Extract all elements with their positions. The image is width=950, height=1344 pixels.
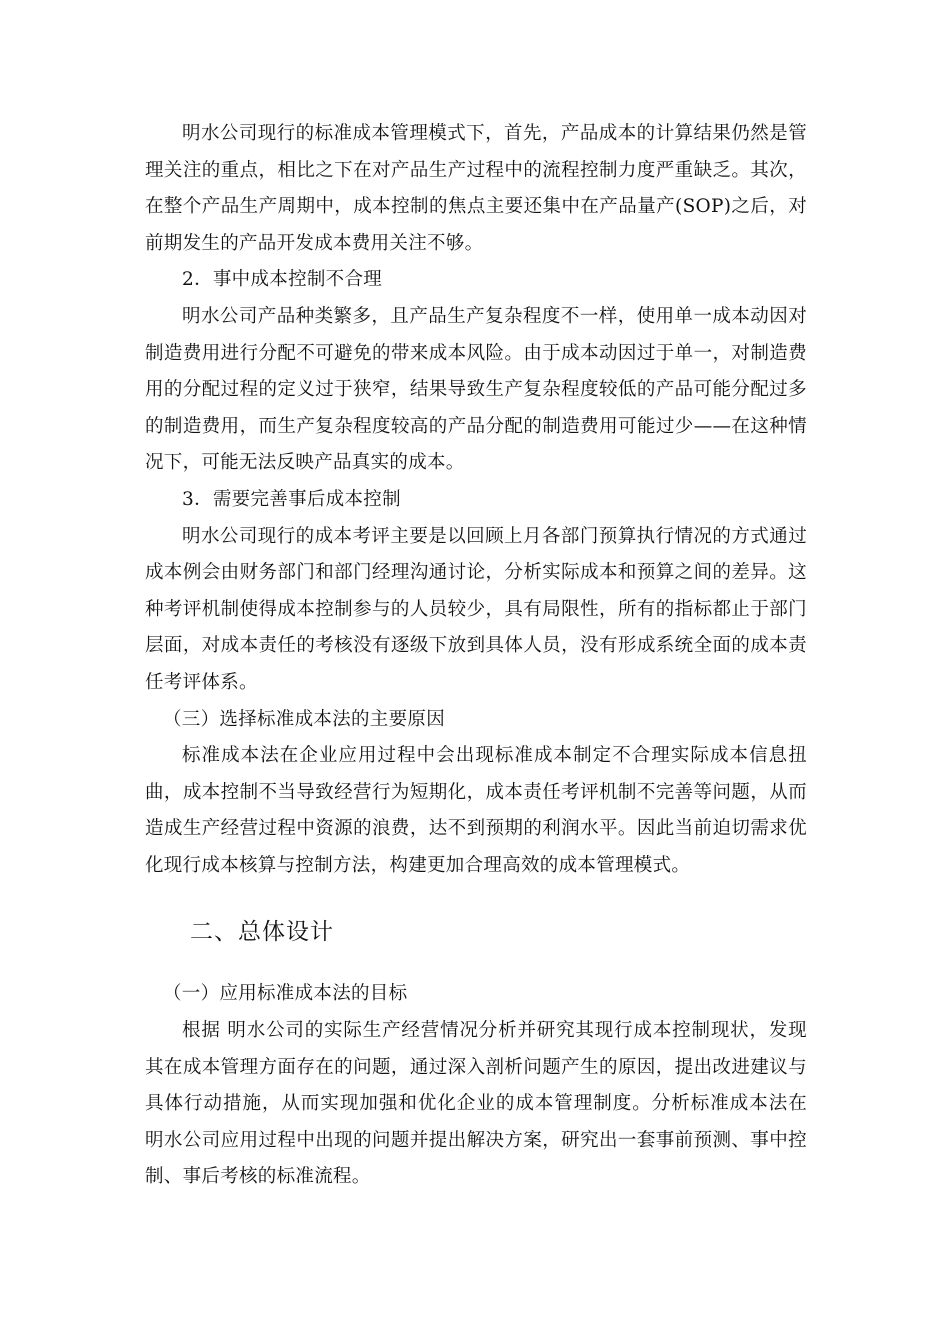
section-heading-goals: （一）应用标准成本法的目标: [163, 983, 408, 1005]
paragraph-standard-cost-mode: 明水公司现行的标准成本管理模式下，首先，产品成本的计算结果仍然是管理关注的重点，相比之下在对产品生产过程中的流程控制力度严重缺乏。其次，在整个产品生产周期中，成本控制的焦点主要还集中在产品量产(SOP)之后，对前期发生的产品开发成本费用关注不够。: [145, 123, 807, 254]
section-heading-reasons: （三）选择标准成本法的主要原因: [163, 708, 446, 730]
document-body: [145, 116, 807, 1196]
subheading-post-process-control: 3．需要完善事后成本控制: [182, 488, 401, 510]
paragraph-goals: 根据 明水公司的实际生产经营情况分析并研究其现行成本控制现状，发现其在成本管理方面存在的问题，通过深入剖析问题产生的原因，提出改进建议与具体行动措施，从而实现加强和优化企业的成本管理制度。分析标准成本法在 明水公司应用过程中出现的问题并提出解决方案，研究出一套事前预测、事中控制、事后考核的标准流程。: [145, 1020, 807, 1188]
paragraph-reasons: 标准成本法在企业应用过程中会出现标准成本制定不合理实际成本信息扭曲，成本控制不当导致经营行为短期化，成本责任考评机制不完善等问题，从而造成生产经营过程中资源的浪费，达不到预期的利润水平。因此当前迫切需求优化现行成本核算与控制方法，构建更加合理高效的成本管理模式。: [145, 745, 807, 876]
paragraph-overhead-allocation: 明水公司产品种类繁多，且产品生产复杂程度不一样，使用单一成本动因对制造费用进行分配不可避免的带来成本风险。由于成本动因过于单一，对制造费用的分配过程的定义过于狭窄，结果导致生产复杂程度较低的产品可能分配过多的制造费用，而生产复杂程度较高的产品分配的制造费用可能过少——在这种情况下，可能无法反映产品真实的成本。: [145, 305, 807, 474]
paragraph-cost-evaluation: 明水公司现行的成本考评主要是以回顾上月各部门预算执行情况的方式通过成本例会由财务部门和部门经理沟通讨论，分析实际成本和预算之间的差异。这种考评机制使得成本控制参与的人员较少，具有局限性，所有的指标都止于部门层面，对成本责任的考核没有逐级下放到具体人员，没有形成系统全面的成本责任考评体系。: [145, 525, 807, 693]
chapter-heading-overall-design: 二、总体设计: [190, 919, 334, 946]
subheading-in-process-control: 2．事中成本控制不合理: [182, 269, 383, 291]
